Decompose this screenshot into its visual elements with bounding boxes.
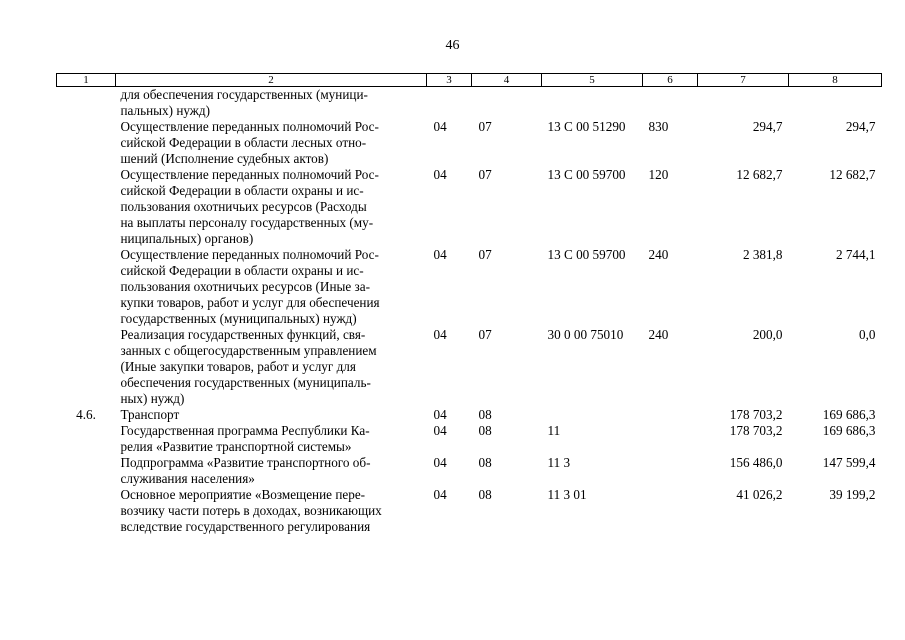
amount-cell-col7 [698, 87, 789, 120]
expense-type-cell: 240 [648, 247, 669, 262]
description-cell [116, 487, 427, 535]
description-cell [116, 407, 427, 423]
description-line: ниципальных) органов) [120, 231, 254, 246]
table-row [57, 455, 882, 487]
subsection-code-cell: 08 [478, 407, 492, 422]
section-code-cell: 04 [433, 407, 447, 422]
section-code-cell: 04 [433, 423, 447, 438]
table-row [57, 87, 882, 120]
amount-cell-col7: 178 703,2 [729, 423, 783, 438]
amount-cell-col7: 12 682,7 [736, 167, 783, 182]
expense-type-cell [643, 487, 698, 535]
row-number-cell [57, 455, 116, 487]
expense-type-cell: 120 [648, 167, 669, 182]
row-number-cell [57, 119, 116, 167]
section-code-cell: 04 [433, 327, 447, 342]
target-article-cell [542, 407, 643, 423]
target-article-cell: 13 С 00 51290 [547, 119, 626, 134]
description-line: сийской Федерации в области охраны и ис- [120, 183, 364, 198]
amount-cell-col8: 169 686,3 [822, 423, 876, 438]
row-number-cell [57, 327, 116, 407]
description-line: обеспечения государственных (муниципаль- [120, 375, 371, 390]
header-cell: 5 [542, 74, 643, 87]
section-code-cell: 04 [433, 455, 447, 470]
section-code-cell: 04 [433, 487, 447, 502]
description-line: сийской Федерации в области охраны и ис- [120, 263, 364, 278]
description-line: на выплаты персоналу государственных (му- [120, 215, 374, 230]
description-line: Осуществление переданных полномочий Рос- [120, 119, 379, 134]
description-line: Подпрограмма «Развитие транспортного об- [120, 455, 371, 470]
expense-type-cell [643, 423, 698, 455]
amount-cell-col7: 156 486,0 [729, 455, 783, 470]
header-cell: 4 [472, 74, 542, 87]
description-line: занных с общегосударственным управлением [120, 343, 377, 358]
description-line: вследствие государственного регулирования [120, 519, 371, 534]
row-number-cell: 4.6. [76, 407, 96, 422]
row-number-cell [57, 423, 116, 455]
header-cell: 3 [427, 74, 472, 87]
amount-cell-col8: 147 599,4 [822, 455, 876, 470]
target-article-cell: 11 [547, 423, 561, 438]
description-line: релия «Развитие транспортной системы» [120, 439, 352, 454]
description-line: ных) нужд) [120, 391, 185, 406]
subsection-code-cell: 08 [478, 455, 492, 470]
row-number-cell [57, 87, 116, 120]
amount-cell-col7: 200,0 [752, 327, 783, 342]
description-line: служивания населения» [120, 471, 255, 486]
subsection-code-cell: 08 [478, 487, 492, 502]
amount-cell-col7: 41 026,2 [736, 487, 783, 502]
table-row [57, 423, 882, 455]
description-line: шений (Исполнение судебных актов) [120, 151, 329, 166]
header-cell: 1 [57, 74, 116, 87]
subsection-code-cell: 07 [478, 119, 492, 134]
row-number-cell [57, 487, 116, 535]
description-cell [116, 423, 427, 455]
description-line: Основное мероприятие «Возмещение пере- [120, 487, 366, 502]
description-cell [116, 87, 427, 120]
amount-cell-col8: 2 744,1 [835, 247, 876, 262]
header-cell: 6 [643, 74, 698, 87]
subsection-code-cell [472, 87, 542, 120]
description-line: Государственная программа Республики Ка- [120, 423, 370, 438]
description-cell [116, 167, 427, 247]
amount-cell-col7: 294,7 [752, 119, 783, 134]
description-line: Осуществление переданных полномочий Рос- [120, 167, 379, 182]
table-row [57, 487, 882, 535]
amount-cell-col8: 294,7 [845, 119, 876, 134]
description-line: пользования охотничьих ресурсов (Расходы [120, 199, 367, 214]
target-article-cell [542, 87, 643, 120]
page-number: 46 [445, 38, 460, 53]
column-number-header [57, 74, 882, 87]
expense-type-cell: 830 [648, 119, 669, 134]
subsection-code-cell: 08 [478, 423, 492, 438]
table-row [57, 167, 882, 247]
description-line: купки товаров, работ и услуг для обеспечения [120, 295, 380, 310]
section-code-cell: 04 [433, 167, 447, 182]
description-line: государственных (муниципальных) нужд) [120, 311, 357, 326]
description-line: сийской Федерации в области лесных отно- [120, 135, 367, 150]
subsection-code-cell: 07 [478, 167, 492, 182]
expense-type-cell: 240 [648, 327, 669, 342]
expense-type-cell [643, 455, 698, 487]
header-cell: 8 [789, 74, 882, 87]
description-line: (Иные закупки товаров, работ и услуг для [120, 359, 356, 374]
target-article-cell: 13 С 00 59700 [547, 247, 626, 262]
amount-cell-col8: 0,0 [859, 327, 876, 342]
budget-table [56, 73, 882, 535]
target-article-cell: 11 3 [547, 455, 571, 470]
row-number-cell [57, 167, 116, 247]
amount-cell-col8: 12 682,7 [829, 167, 876, 182]
description-line: Реализация государственных функций, свя- [120, 327, 366, 342]
row-number-cell [57, 247, 116, 327]
description-line: для обеспечения государственных (муници- [120, 87, 368, 102]
description-cell [116, 247, 427, 327]
section-code-cell: 04 [433, 247, 447, 262]
subsection-code-cell: 07 [478, 327, 492, 342]
amount-cell-col8: 169 686,3 [822, 407, 876, 422]
description-line: Осуществление переданных полномочий Рос- [120, 247, 379, 262]
section-code-cell: 04 [433, 119, 447, 134]
description-cell [116, 327, 427, 407]
table-row [57, 119, 882, 167]
description-cell [116, 455, 427, 487]
expense-type-cell [643, 87, 698, 120]
subsection-code-cell: 07 [478, 247, 492, 262]
table-row [57, 407, 882, 423]
table-row [57, 247, 882, 327]
amount-cell-col7: 178 703,2 [729, 407, 783, 422]
header-cell: 7 [698, 74, 789, 87]
description-cell [116, 119, 427, 167]
section-code-cell [427, 87, 472, 120]
description-line: возчику части потерь в доходах, возникающих [120, 503, 382, 518]
amount-cell-col8: 39 199,2 [829, 487, 876, 502]
target-article-cell: 13 С 00 59700 [547, 167, 626, 182]
description-line: пользования охотничьих ресурсов (Иные за- [120, 279, 370, 294]
amount-cell-col7: 2 381,8 [742, 247, 783, 262]
amount-cell-col8 [789, 87, 882, 120]
target-article-cell: 30 0 00 75010 [547, 327, 624, 342]
expense-type-cell [643, 407, 698, 423]
description-line: Транспорт [120, 407, 180, 422]
target-article-cell: 11 3 01 [547, 487, 587, 502]
table-row [57, 327, 882, 407]
description-line: пальных) нужд) [120, 103, 211, 118]
header-cell: 2 [116, 74, 427, 87]
